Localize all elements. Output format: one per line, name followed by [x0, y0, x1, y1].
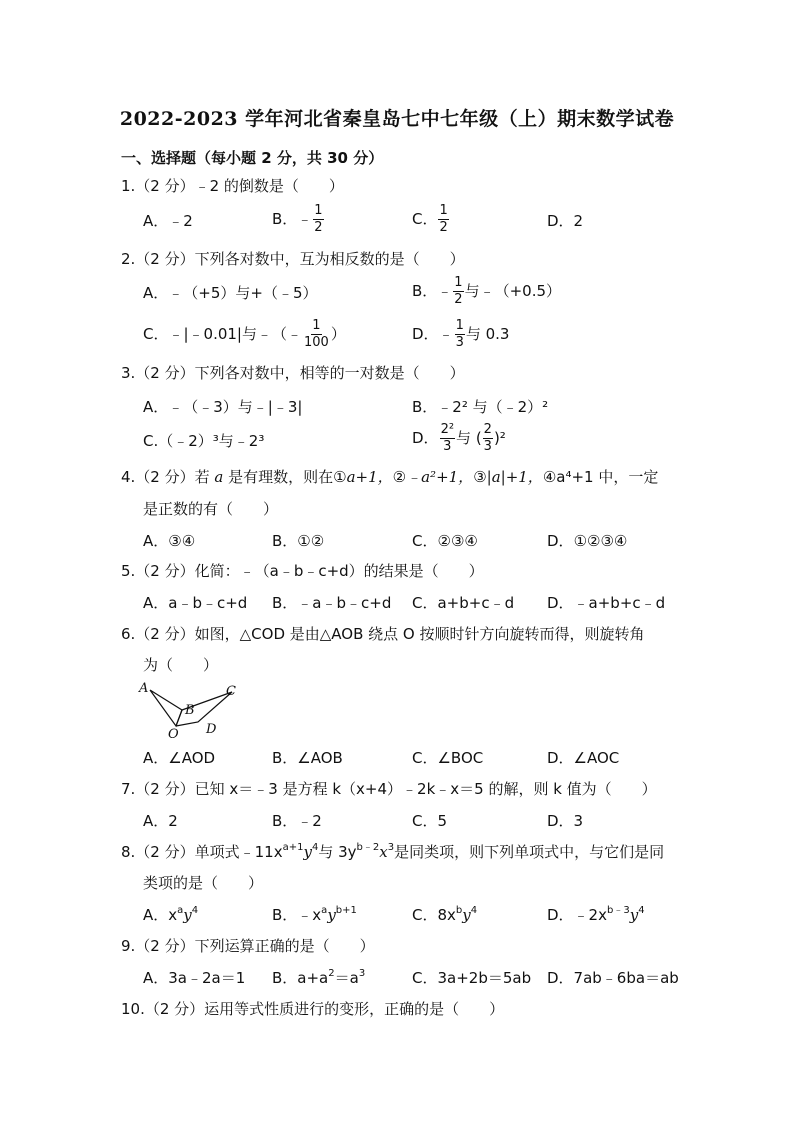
- label-d: D: [206, 722, 217, 737]
- q4-option-d: D．①②③④: [547, 532, 628, 550]
- question-3: 3.（2 分）下列各对数中，相等的一对数是（ ）: [121, 364, 465, 382]
- rotation-figure: [136, 678, 246, 740]
- q4-option-b: B．①②: [272, 532, 325, 550]
- q6-option-b: B．∠AOB: [272, 749, 343, 767]
- q9-option-a: A．3a﹣2a＝1: [143, 969, 246, 987]
- question-7: 7.（2 分）已知 x＝﹣3 是方程 k（x+4）﹣2k﹣x＝5 的解，则 k 值为（ ）: [121, 780, 657, 798]
- section-heading: 一、选择题（每小题 2 分，共 30 分）: [121, 149, 384, 167]
- q8-option-a: A．$x^ay^4$: [143, 905, 199, 924]
- q6-option-a: A．∠AOD: [143, 749, 216, 767]
- question-5: 5.（2 分）化简：﹣（a﹣b﹣c+d）的结果是（ ）: [121, 562, 484, 580]
- label-b: B: [185, 703, 195, 718]
- question-8-line2: 类项的是（ ）: [143, 874, 264, 892]
- label-o: O: [168, 727, 179, 740]
- fraction: $\frac{1}{2}$: [314, 203, 323, 235]
- label-a: A: [139, 681, 149, 696]
- q1-option-b: B．﹣ $\frac{1}{2}$: [272, 203, 323, 235]
- question-4: 4.（2 分）若 a 是有理数，则在①a+1，②﹣a²+1，③|a|+1，④a⁴+1 中，一定: [121, 468, 659, 486]
- q5-option-d: D．﹣a+b+c﹣d: [547, 594, 666, 612]
- q9-option-c: C．3a+2b＝5ab: [412, 969, 532, 987]
- q6-option-c: C．∠BOC: [412, 749, 484, 767]
- q7-option-a: A．2: [143, 812, 178, 830]
- q8-option-b: B．$﹣x^ay^{b+1}$: [272, 905, 357, 924]
- q3-option-a: A．﹣（﹣3）与﹣|﹣3|: [143, 398, 303, 416]
- question-6-line2: 为（ ）: [143, 656, 219, 674]
- q9-option-d: D．7ab﹣6ba＝ab: [547, 969, 679, 987]
- q4-option-a: A．③④: [143, 532, 196, 550]
- q5-option-a: A．a﹣b﹣c+d: [143, 594, 248, 612]
- label-c: C: [226, 684, 236, 699]
- q3-option-c: C.（﹣2）³与﹣2³: [143, 432, 265, 450]
- q2-option-d: D．﹣ $\frac{1}{3}$ 与 0.3: [412, 318, 510, 350]
- q2-option-b: B．﹣ $\frac{1}{2}$ 与﹣（+0.5）: [412, 275, 562, 307]
- q2-option-c: C．﹣|﹣0.01|与﹣（﹣ $\frac{1}{100}$ ）: [143, 318, 346, 350]
- q7-option-d: D．3: [547, 812, 584, 830]
- q7-option-c: C．5: [412, 812, 448, 830]
- q2-option-a: A．﹣（+5）与+（﹣5）: [143, 284, 318, 302]
- q3-option-b: B．﹣2² 与（﹣2）²: [412, 398, 549, 416]
- q6-option-d: D．∠AOC: [547, 749, 620, 767]
- q7-option-b: B．﹣2: [272, 812, 322, 830]
- page-title: 2022-2023 学年河北省秦皇岛七中七年级（上）期末数学试卷: [119, 108, 675, 130]
- q3-option-d: D． $\frac{\text{2²}}{3}$ 与 ( $\frac{2}{3}$ )²: [412, 422, 506, 454]
- question-1: 1.（2 分）﹣2 的倒数是（ ）: [121, 177, 344, 195]
- q1-option-c: C． $\frac{1}{2}$: [412, 203, 448, 235]
- question-6: 6.（2 分）如图，△COD 是由△AOB 绕点 O 按顺时针方向旋转而得，则旋转角: [121, 625, 645, 643]
- q8-option-d: D．$﹣2x^{b﹣3}y^4$: [547, 905, 645, 924]
- q4-option-c: C．②③④: [412, 532, 478, 550]
- triangle-aob: [150, 690, 182, 726]
- q5-option-c: C．a+b+c﹣d: [412, 594, 515, 612]
- q1-option-a: A．﹣2: [143, 212, 193, 230]
- q8-option-c: C．$8x^by^4$: [412, 905, 478, 924]
- q5-option-b: B．﹣a﹣b﹣c+d: [272, 594, 392, 612]
- question-9: 9.（2 分）下列运算正确的是（ ）: [121, 937, 375, 955]
- fraction: $\frac{1}{2}$: [439, 203, 448, 235]
- q1-option-d: D．2: [547, 212, 584, 230]
- question-10: 10.（2 分）运用等式性质进行的变形，正确的是（ ）: [121, 1000, 505, 1018]
- question-4-line2: 是正数的有（ ）: [143, 500, 279, 518]
- question-2: 2.（2 分）下列各对数中，互为相反数的是（ ）: [121, 250, 465, 268]
- question-8: 8.（2 分）单项式$﹣11x^{a+1}y^4$与 $3y^{b﹣2}x^3$是同类项，则下列单项式中，与它们是同: [121, 842, 665, 861]
- q9-option-b: B．$a+a^2=a^3$: [272, 968, 366, 987]
